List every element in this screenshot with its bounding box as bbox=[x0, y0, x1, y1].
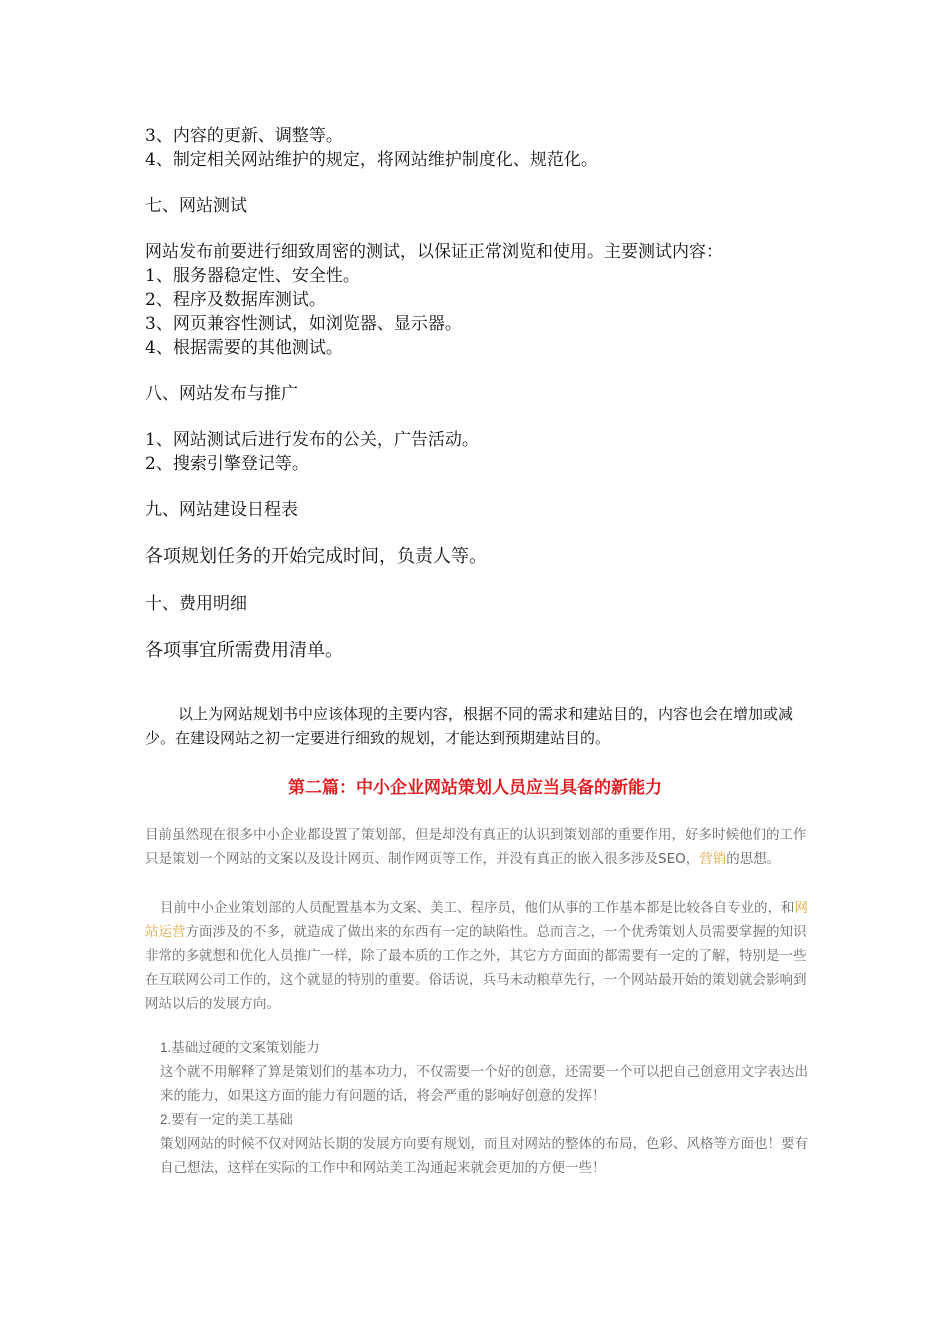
ability-1-body: 这个就不用解释了算是策划们的基本功力，不仅需要一个好的创意，还需要一个可以把自己创意用文字表达出来的能力，如果这方面的能力有问题的话，将会严重的影响好创意的发挥！ bbox=[160, 1064, 808, 1104]
summary-paragraph-block bbox=[145, 702, 815, 750]
article-paragraph-2 bbox=[145, 896, 810, 1016]
marketing-link[interactable]: 营销 bbox=[699, 851, 727, 867]
comma-text: ， bbox=[685, 851, 700, 867]
paragraph-2-end: 方面涉及的不多，就造成了做出来的东西有一定的缺陷性。总而言之，一个优秀策划人员需要掌握的知识非常的多就想和优化人员推广一样，除了最本质的工作之外，其它方方面面的都需要有一定的了解，特别是一些在互联网公司工作的，这个就显的特别的重要。俗话说，兵马未动粮草先行，一个网站最开始的策划就会影响到网站以后的发展方向。 bbox=[145, 924, 807, 1012]
schedule-body: 各项规划任务的开始完成时间，负责人等。 bbox=[145, 546, 487, 567]
paragraph-1-end: 的思想。 bbox=[726, 851, 781, 867]
testing-intro: 网站发布前要进行细致周密的测试，以保证正常浏览和使用。主要测试内容： bbox=[145, 242, 723, 262]
seo-text: SEO bbox=[658, 851, 686, 867]
ability-1-heading: 1.基础过硬的文案策划能力 bbox=[160, 1040, 320, 1055]
testing-item-3: 3、网页兼容性测试，如浏览器、显示器。 bbox=[145, 314, 462, 334]
planning-section bbox=[145, 124, 815, 664]
maintenance-item-3: 3、内容的更新、调整等。 bbox=[145, 126, 343, 146]
testing-item-1: 1、服务器稳定性、安全性。 bbox=[145, 266, 360, 286]
ability-2-body: 策划网站的时候不仅对网站长期的发展方向要有规划，而且对网站的整体的布局，色彩、风格等方面也！要有自己想法，这样在实际的工作中和网站美工沟通起来就会更加的方便一些！ bbox=[160, 1136, 808, 1176]
website-operation-link[interactable]: 网站运营 bbox=[145, 900, 808, 940]
article-body bbox=[145, 823, 810, 1180]
testing-heading: 七、网站测试 bbox=[145, 196, 247, 216]
schedule-heading: 九、网站建设日程表 bbox=[145, 500, 298, 520]
publish-item-1: 1、网站测试后进行发布的公关，广告活动。 bbox=[145, 430, 479, 450]
article-title: 第二篇：中小企业网站策划人员应当具备的新能力 bbox=[288, 778, 662, 798]
ability-list bbox=[145, 1036, 810, 1180]
summary-paragraph: 以上为网站规划书中应该体现的主要内容，根据不同的需求和建站目的，内容也会在增加或减少。在建设网站之初一定要进行细致的规划，才能达到预期建站目的。 bbox=[145, 705, 794, 747]
cost-heading: 十、费用明细 bbox=[145, 594, 247, 614]
ability-2-heading: 2.要有一定的美工基础 bbox=[160, 1112, 293, 1127]
testing-item-4: 4、根据需要的其他测试。 bbox=[145, 338, 343, 358]
testing-item-2: 2、程序及数据库测试。 bbox=[145, 290, 326, 310]
publish-heading: 八、网站发布与推广 bbox=[145, 384, 298, 404]
maintenance-item-4: 4、制定相关网站维护的规定，将网站维护制度化、规范化。 bbox=[145, 150, 598, 170]
cost-body: 各项事宜所需费用清单。 bbox=[145, 640, 343, 661]
paragraph-1-text: 目前虽然现在很多中小企业都设置了策划部，但是却没有真正的认识到策划部的重要作用，好多时候他们的工作只是策划一个网站的文案以及设计网页、制作网页等工作，并没有真正的嵌入很多涉及 bbox=[145, 827, 807, 867]
publish-item-2: 2、搜索引擎登记等。 bbox=[145, 454, 309, 474]
paragraph-2-text: 目前中小企业策划部的人员配置基本为文案、美工、程序员，他们从事的工作基本都是比较各自专业的，和 bbox=[160, 900, 795, 916]
article-paragraph-1 bbox=[145, 823, 810, 871]
